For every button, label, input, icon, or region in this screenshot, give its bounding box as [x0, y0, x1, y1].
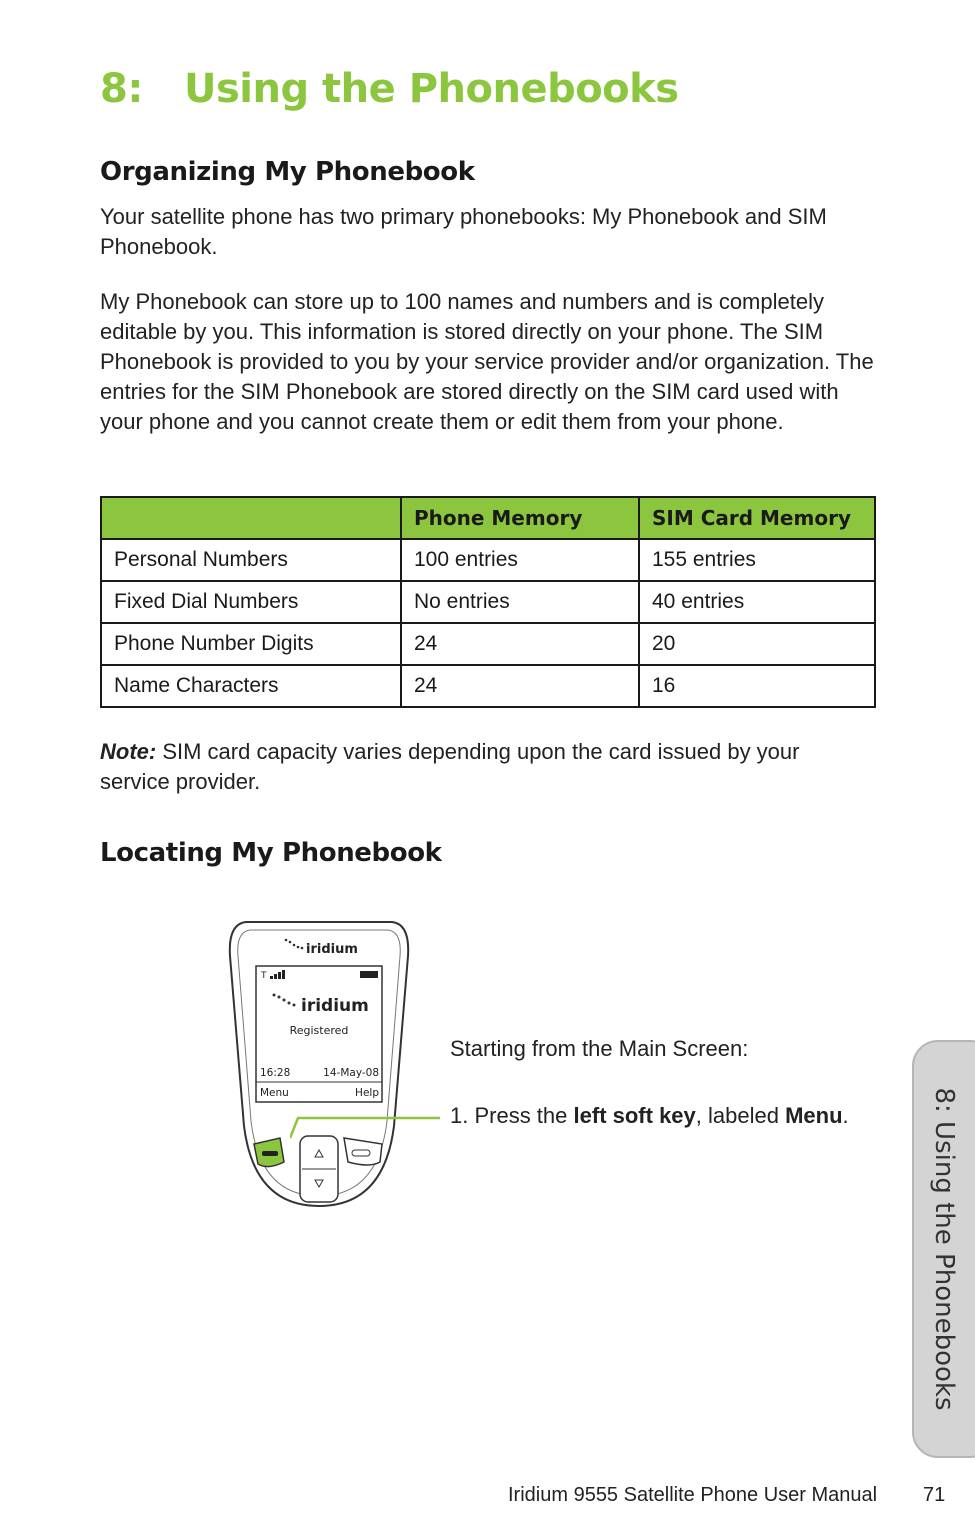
table-cell: 24: [401, 623, 639, 665]
table-cell: No entries: [401, 581, 639, 623]
step-1-end: .: [842, 1103, 849, 1128]
chapter-side-tab: [912, 1040, 975, 1458]
soft-key-left-label: Menu: [260, 1087, 289, 1099]
memory-table: [100, 496, 876, 708]
soft-key-right-label: Help: [355, 1087, 379, 1099]
table-cell: Personal Numbers: [101, 539, 401, 581]
table-cell: Phone Number Digits: [101, 623, 401, 665]
step-1-middle: , labeled: [695, 1103, 786, 1128]
phone-brand-screen: iridium: [301, 996, 369, 1016]
table-header-cell: SIM Card Memory: [639, 497, 875, 539]
table-header-row: [101, 497, 875, 539]
table-row: [101, 665, 875, 707]
table-header-cell: Phone Memory: [401, 497, 639, 539]
table-cell: 20: [639, 623, 875, 665]
left-soft-key[interactable]: [254, 1138, 284, 1167]
phone-brand-top: iridium: [306, 942, 358, 957]
phone-illustration: [224, 916, 414, 1212]
table-row: [101, 623, 875, 665]
signal-label: T: [261, 971, 267, 981]
table-cell: 24: [401, 665, 639, 707]
footer-manual-title: Iridium 9555 Satellite Phone User Manual: [508, 1484, 878, 1506]
table-cell: 40 entries: [639, 581, 875, 623]
side-tab-label: 8: Using the Phonebooks: [929, 1087, 959, 1411]
table-cell: 16: [639, 665, 875, 707]
chapter-number: 8:: [100, 66, 143, 112]
table-row: [101, 539, 875, 581]
phone-time: 16:28: [260, 1067, 291, 1079]
chapter-title-text: Using the Phonebooks: [184, 66, 679, 112]
note-label: Note:: [100, 739, 157, 764]
step-1-label: Menu: [785, 1103, 843, 1128]
step-1: [450, 1103, 849, 1129]
phonebook-paragraph: My Phonebook can store up to 100 names and numbers and is completely editable by you. This information is stored directly on your phone. The SIM Phonebook is provided to you by your service provider and/or organization. The entries for the SIM Phonebook are stored directly on the SIM card used with your phone and you cannot create them or edit them from your phone.: [100, 289, 874, 434]
table-cell: 155 entries: [639, 539, 875, 581]
callout-line: [290, 1108, 450, 1148]
step-intro: Starting from the Main Screen:: [450, 1036, 749, 1061]
table-row: [101, 581, 875, 623]
table-cell: Fixed Dial Numbers: [101, 581, 401, 623]
table-header-cell: [101, 497, 401, 539]
battery-icon: [360, 971, 378, 978]
section-heading-locating: Locating My Phonebook: [100, 838, 442, 868]
note-text: SIM card capacity varies depending upon the card issued by your service provider.: [100, 739, 800, 794]
page-number: 71: [923, 1484, 946, 1506]
note-paragraph: [100, 737, 860, 797]
phone-date: 14-May-08: [323, 1067, 379, 1079]
step-1-prefix: 1. Press the: [450, 1103, 574, 1128]
table-cell: Name Characters: [101, 665, 401, 707]
intro-paragraph: Your satellite phone has two primary phonebooks: My Phonebook and SIM Phonebook.: [100, 204, 827, 259]
step-1-key: left soft key: [573, 1103, 696, 1128]
table-cell: 100 entries: [401, 539, 639, 581]
chapter-title: [100, 66, 679, 112]
phone-status: Registered: [289, 1024, 349, 1037]
section-heading-organizing: Organizing My Phonebook: [100, 157, 475, 187]
